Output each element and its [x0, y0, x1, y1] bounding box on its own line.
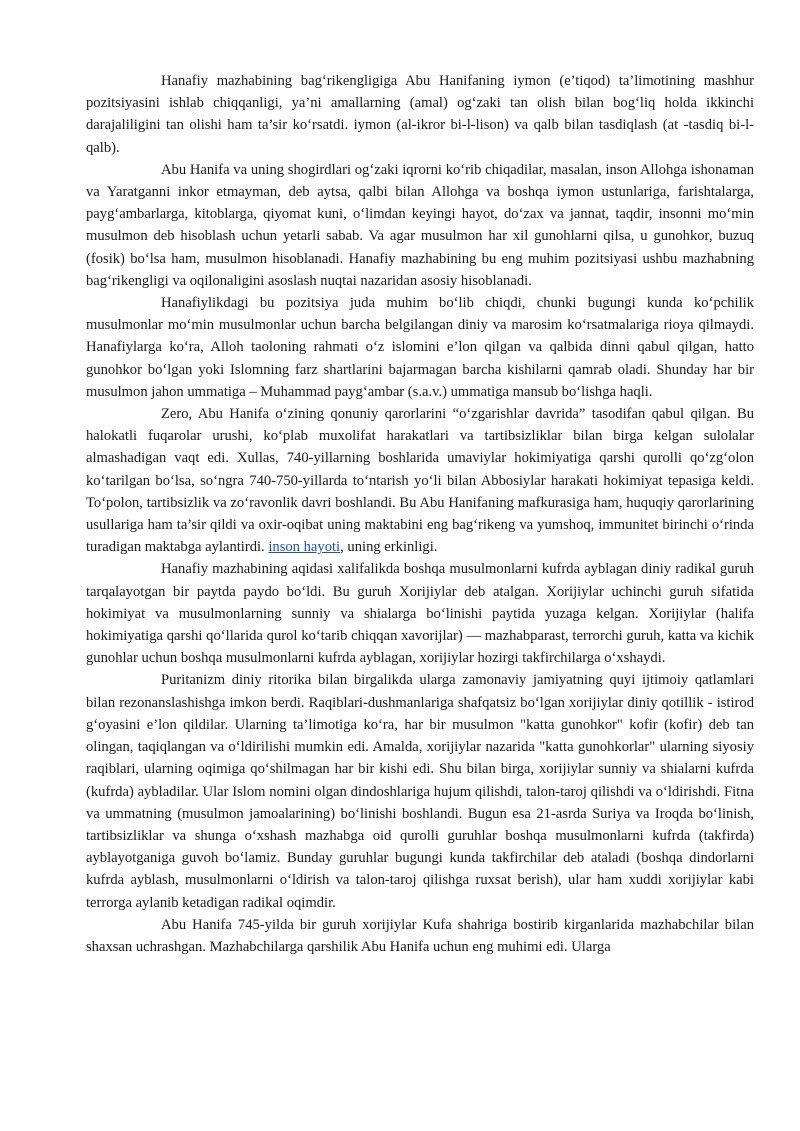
paragraph-7: Abu Hanifa 745-yilda bir guruh xorijiylar Kufa shahriga bostirib kirganlarida mazhabchilar bilan shaxsan uchrashgan. Mazhabchilarga qarshilik Abu Hanifa uchun eng muhimi edi. Ularga — [86, 916, 754, 955]
document-page — [86, 70, 754, 958]
paragraph-4 — [86, 403, 754, 558]
paragraph-5: Hanafiy mazhabining aqidasi xalifalikda boshqa musulmonlarni kufrda ayblagan diniy radikal guruh tarqalayotgan bir paytda paydo bo‘ldi. Bu guruh Xorijiylar deb atalgan. Xorijiylar uchinchi guruh sifatida hokimiyat va musulmonlarning sunniy va shialarga bo‘linishi paytida yuzaga kelgan. Xorijiylar (halifa hokimiyatiga qarshi qo‘llarida qurol ko‘tarib chiqqan xavorijlar) — mazhabparast, terrorchi guruh, katta va kichik gunohlar uchun boshqa musulmonlarni kufrda ayblagan, xorijiylar hozirgi takfirchilarga o‘xshaydi. — [86, 561, 754, 667]
paragraph-2: Abu Hanifa va uning shogirdlari og‘zaki iqrorni ko‘rib chiqadilar, masalan, inson Allohga ishonaman va Yaratganni inkor etmayman, deb aytsa, qalbi bilan Allohga va boshqa iymon ustunlariga, farishtalarga, payg‘ambarlarga, kitoblarga, qiyomat kuni, o‘limdan keyingi hayot, do‘zax va jannat, taqdir, insonni mo‘min musulmon deb hisoblash uchun yetarli sabab. Va agar musulmon har xil gunohlarni qilsa, u gunohkor, buzuq (fosik) bo‘lsa ham, musulmon hisoblanadi. Hanafiy mazhabining bu eng muhim pozitsiyasi ushbu mazhabning bag‘rikengligi va oqilonaligini asoslash nuqtai nazaridan asosiy hisoblanadi. — [86, 161, 754, 289]
paragraph-4-text-after: , uning erkinligi. — [340, 539, 438, 556]
inson-hayoti-link[interactable]: inson hayoti — [268, 539, 341, 556]
paragraph-1: Hanafiy mazhabining bag‘rikengligiga Abu Hanifaning iymon (e’tiqod) ta’limotining mashhur pozitsiyasini ishlab chiqqanligi, ya’ni amallarning (amal) og‘zaki tan olish bilan bog‘liq holda ikkinchi darajaliligini tan olishi ham ta’sir ko‘rsatdi. iymon (al-ikror bi-l-lison) va qalb bilan tasdiqlash (at -tasdiq bi-l-qalb). — [86, 73, 754, 156]
paragraph-6: Puritanizm diniy ritorika bilan birgalikda ularga zamonaviy jamiyatning quyi ijtimoiy qatlamlari bilan rezonanslashishga imkon berdi. Raqiblari-dushmanlariga shafqatsiz bo‘lgan xorijiylar diniy qotillik - istirod g‘oyasini e’lon qildilar. Ularning ta’limotiga ko‘ra, har bir musulmon "katta gunohkor" kofir (kofir) deb tan olingan, taqiqlangan va o‘ldirilishi mumkin edi. Amalda, xorijiylar nazarida "katta gunohkorlar" ularning siyosiy raqiblari, ularning oqimiga qo‘shilmagan har bir kishi edi. Shu bilan birga, xorijiylar sunniy va shialarni kufrda (kufrda) aybladilar. Ular Islom nomini olgan dindoshlariga hujum qilishdi, talon-taroj qilishdi va o‘ldirishdi. Fitna va ummatning (musulmon jamoalarining) bo‘linishi boshlandi. Bugun esa 21-asrda Suriya va Iroqda bo‘linish, tartibsizliklar va shunga o‘xshash mazhabga oid qurolli guruhlar boshqa musulmonlarni kufrda (takfirda) ayblayotganiga guvoh bo‘lamiz. Bunday guruhlar bugungi kunda takfirchilar deb ataladi (boshqa dindorlarni kufrda ayblash, musulmonlarni o‘ldirish va talon-taroj qilishga ruxsat berish), ular ham xuddi xorijiylar kabi terrorga aylanib ketadigan radikal oqimdir. — [86, 672, 754, 911]
paragraph-4-text-before: Zero, Abu Hanifa o‘zining qonuniy qarorlarini “o‘zgarishlar davrida” tasodifan qabul qilgan. Bu halokatli fuqarolar urushi, ko‘plab muxolifat harakatlari va tartibsizliklar bilan birga kelgan sulolalar almashadigan vaqt edi. Xullas, 740-yillarning boshlarida umaviylar hokimiyatiga qarshi qurolli qo‘zg‘olon ko‘tarilgan bo‘lsa, so‘ngra 740-750-yillarda to‘ntarish yo‘li bilan Abbosiylar harakati hokimiyat tepasiga keldi. To‘polon, tartibsizlik va zo‘ravonlik davri boshlandi. Bu Abu Hanifaning mafkurasiga ham, huquqiy qarorlarining usullariga ham ta’sir qildi va oxir-oqibat uning maktabini eng bag‘rikeng va yumshoq, immunitet birinchi o‘rinda turadigan maktabga aylantirdi. — [86, 406, 754, 556]
paragraph-3: Hanafiylikdagi bu pozitsiya juda muhim bo‘lib chiqdi, chunki bugungi kunda ko‘pchilik musulmonlar mo‘min musulmonlar uchun barcha belgilangan diniy va marosim ko‘rsatmalariga rioya qilmaydi. Hanafiylarga ko‘ra, Alloh taoloning rahmati o‘z islomini e’lon qilgan va qalbida dinni qabul qilgan, hatto gunohkor bo‘lgan yoki Islomning farz shartlarini bajarmagan barcha kishilarni qamrab oladi. Shunday har bir musulmon jahon ummatiga – Muhammad payg‘ambar (s.a.v.) ummatiga mansub bo‘lishga haqli. — [86, 295, 754, 400]
